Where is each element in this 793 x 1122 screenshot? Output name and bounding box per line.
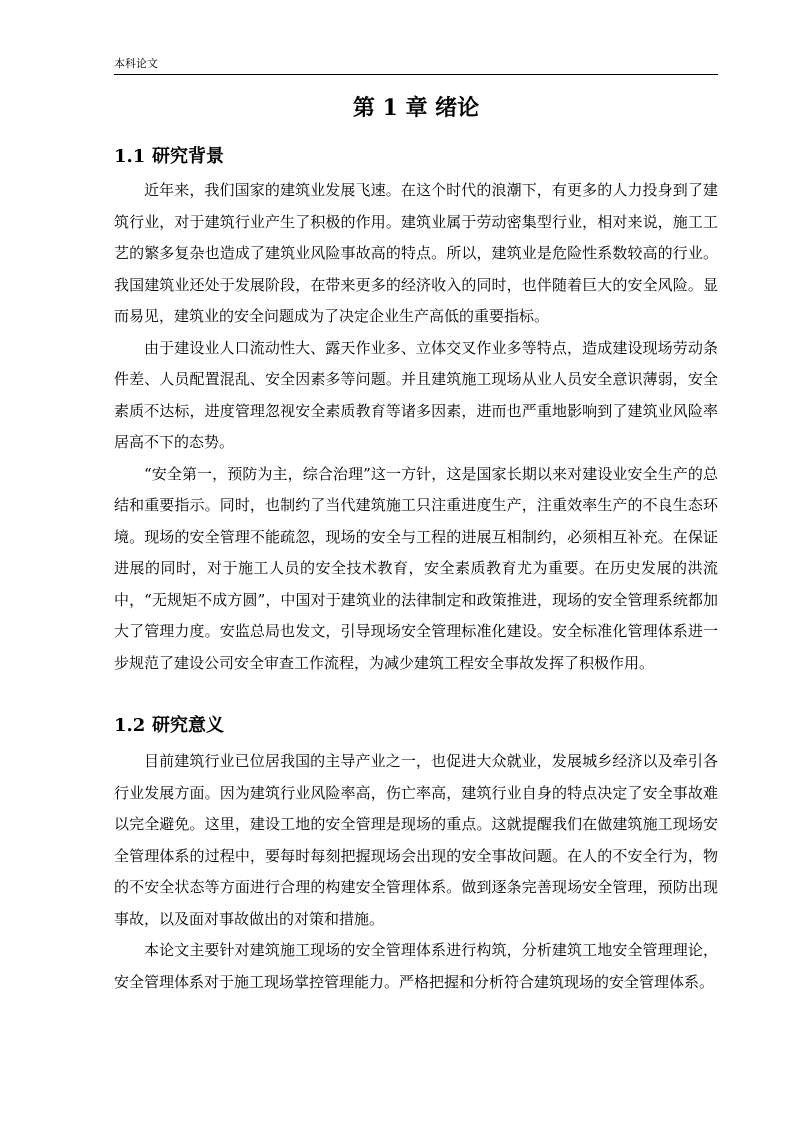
paragraph: 目前建筑行业已位居我国的主导产业之一，也促进大众就业，发展城乡经济以及牵引各行业发展方面。因为建筑行业风险率高，伤亡率高，建筑行业自身的特点决定了安全事故难以完全避免。这里，建设工地的安全管理是现场的重点。这就提醒我们在做建筑施工现场安全管理体系的过程中，要每时每刻把握现场会出现的安全事故问题。在人的不安全行为，物的不安全状态等方面进行合理的构建安全管理体系。做到逐条完善现场安全管理，预防出现事故，以及面对事故做出的对策和措施。	[114, 752, 718, 928]
header-rule	[114, 74, 718, 75]
chapter-title: 第 1 章 绪论	[352, 95, 480, 121]
paragraph: “安全第一，预防为主，综合治理”这一方针，这是国家长期以来对建设业安全生产的总结和重要指示。同时，也制约了当代建筑施工只注重进度生产，注重效率生产的不良生态环境。现场的安全管理不能疏忽，现场的安全与工程的进展互相制约，必须相互补充。在保证进展的同时，对于施工人员的安全技术教育，安全素质教育尤为重要。在历史发展的洪流中，“无规矩不成方圆”，中国对于建筑业的法律制定和政策推进，现场的安全管理系统都加大了管理力度。安监总局也发文，引导现场安全管理标准化建设。安全标准化管理体系进一步规范了建设公司安全审查工作流程，为减少建筑工程安全事故发挥了积极作用。	[114, 464, 718, 672]
section-heading-1-1	[114, 143, 224, 171]
section-1-1-body	[114, 175, 718, 679]
section-number: 1.1	[114, 146, 146, 167]
section-title: 研究背景	[152, 146, 224, 167]
paragraph: 由于建设业人口流动性大、露天作业多、立体交叉作业多等特点，造成建设现场劳动条件差、人员配置混乱、安全因素多等问题。并且建筑施工现场从业人员安全意识薄弱，安全素质不达标，进度管理忽视安全素质教育等诸多因素，进而也严重地影响到了建筑业风险率居高不下的态势。	[114, 338, 718, 451]
section-number: 1.2	[114, 715, 146, 736]
paragraph: 本论文主要针对建筑施工现场的安全管理体系进行构筑，分析建筑工地安全管理理论，安全管理体系对于施工现场掌控管理能力。严格把握和分析符合建筑现场的安全管理体系。	[114, 941, 718, 991]
section-title: 研究意义	[152, 715, 224, 736]
running-header: 本科论文	[114, 57, 158, 70]
section-heading-1-2	[114, 712, 224, 740]
paragraph: 近年来，我们国家的建筑业发展飞速。在这个时代的浪潮下，有更多的人力投身到了建筑行业，对于建筑行业产生了积极的作用。建筑业属于劳动密集型行业，相对来说，施工工艺的繁多复杂也造成了建筑业风险事故高的特点。所以，建筑业是危险性系数较高的行业。我国建筑业还处于发展阶段，在带来更多的经济收入的同时，也伴随着巨大的安全风险。显而易见，建筑业的安全问题成为了决定企业生产高低的重要指标。	[114, 181, 718, 325]
section-1-2-body	[114, 746, 718, 998]
